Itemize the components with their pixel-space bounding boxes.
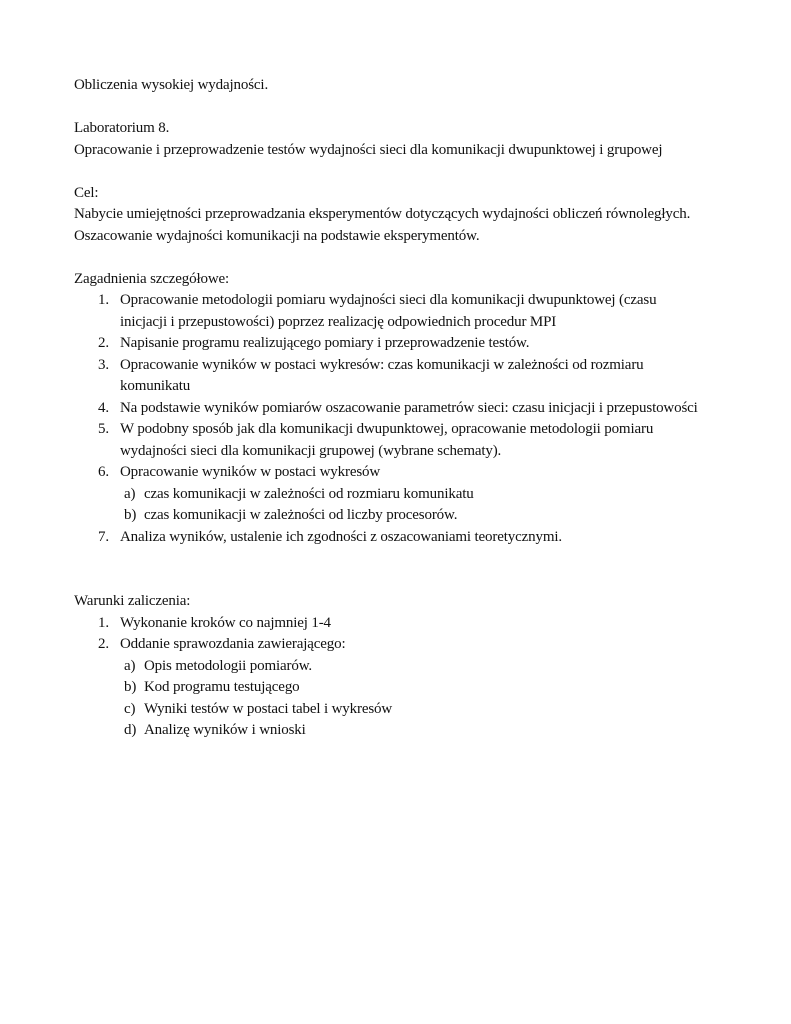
list-item [74, 398, 754, 420]
sub-list-item [120, 720, 754, 742]
list-item-text: Napisanie programu realizującego pomiary i przeprowadzenie testów. [120, 335, 530, 351]
list-marker: 1. [98, 614, 109, 631]
list-item [74, 634, 754, 742]
sub-list-item [120, 484, 754, 506]
list-item-text: Analiza wyników, ustalenie ich zgodności z oszacowaniami teoretycznymi. [120, 528, 562, 545]
sub-list-item-text: Wyniki testów w postaci tabel i wykresów [144, 700, 393, 717]
list-item-text: inicjacji i przepustowości) poprzez realizację odpowiednich procedur MPI [120, 313, 557, 330]
conditions-heading: Warunki zaliczenia: [74, 593, 191, 609]
list-marker: 3. [98, 356, 109, 373]
spacer [74, 548, 754, 591]
list-item-text: Opracowanie metodologii pomiaru wydajności sieci dla komunikacji dwupunktowej (czasu [120, 292, 657, 308]
list-item [74, 527, 754, 549]
goal-line: Nabycie umiejętności przeprowadzania eksperymentów dotyczących wydajności obliczeń równoległych. [74, 206, 691, 222]
list-item-text: wydajności sieci dla komunikacji grupowej (wybrane schematy). [120, 442, 502, 459]
sub-list-marker: b) [124, 507, 137, 523]
issues-list [74, 290, 754, 548]
list-item [74, 290, 754, 333]
sub-list-marker: a) [124, 485, 136, 502]
spacer [74, 161, 754, 183]
sub-list-item-text: Kod programu testującego [144, 679, 300, 695]
sub-list-item [120, 656, 754, 678]
conditions-list [74, 613, 754, 742]
list-item-text: Oddanie sprawozdania zawierającego: [120, 636, 346, 652]
sub-list-item-text: Opis metodologii pomiarów. [144, 657, 313, 674]
list-marker: 4. [98, 399, 109, 416]
sub-list-item [120, 699, 754, 721]
list-item [74, 613, 754, 635]
sub-list-marker: c) [124, 700, 136, 717]
sub-list-item [120, 677, 754, 699]
sub-list-item [120, 505, 754, 527]
list-item [74, 333, 754, 355]
list-item [74, 419, 754, 462]
spacer [74, 247, 754, 269]
sub-list [120, 484, 754, 527]
issues-heading: Zagadnienia szczegółowe: [74, 270, 230, 287]
list-marker: 7. [98, 528, 109, 545]
document-page [74, 75, 754, 742]
goal-line: Oszacowanie wydajności komunikacji na podstawie eksperymentów. [74, 227, 480, 244]
sub-list-item-text: Analizę wyników i wnioski [144, 722, 306, 738]
list-marker: 2. [98, 335, 109, 351]
goal-heading: Cel: [74, 184, 99, 201]
sub-list-marker: d) [124, 722, 137, 738]
sub-list-item-text: czas komunikacji w zależności od rozmiaru komunikatu [144, 485, 474, 502]
list-marker: 2. [98, 636, 109, 652]
spacer [74, 97, 754, 119]
list-item-text: Opracowanie wyników w postaci wykresów: czas komunikacji w zależności od rozmiaru [120, 356, 644, 373]
list-item-text: komunikatu [120, 378, 191, 394]
lab-topic: Opracowanie i przeprowadzenie testów wydajności sieci dla komunikacji dwupunktowej i grupowej [74, 141, 663, 158]
list-item-text: Opracowanie wyników w postaci wykresów [120, 464, 381, 480]
list-item [74, 462, 754, 527]
sub-list-item-text: czas komunikacji w zależności od liczby procesorów. [144, 507, 458, 523]
list-item-text: Wykonanie kroków co najmniej 1-4 [120, 614, 331, 631]
course-title: Obliczenia wysokiej wydajności. [74, 77, 269, 93]
list-marker: 5. [98, 421, 109, 437]
lab-number: Laboratorium 8. [74, 120, 170, 136]
list-item-text: Na podstawie wyników pomiarów oszacowanie parametrów sieci: czasu inicjacji i przepustowości [120, 399, 698, 416]
list-item [74, 355, 754, 398]
list-marker: 1. [98, 292, 109, 308]
list-marker: 6. [98, 464, 109, 480]
sub-list [120, 656, 754, 742]
sub-list-marker: b) [124, 679, 137, 695]
sub-list-marker: a) [124, 657, 136, 674]
list-item-text: W podobny sposób jak dla komunikacji dwupunktowej, opracowanie metodologii pomiaru [120, 421, 654, 437]
